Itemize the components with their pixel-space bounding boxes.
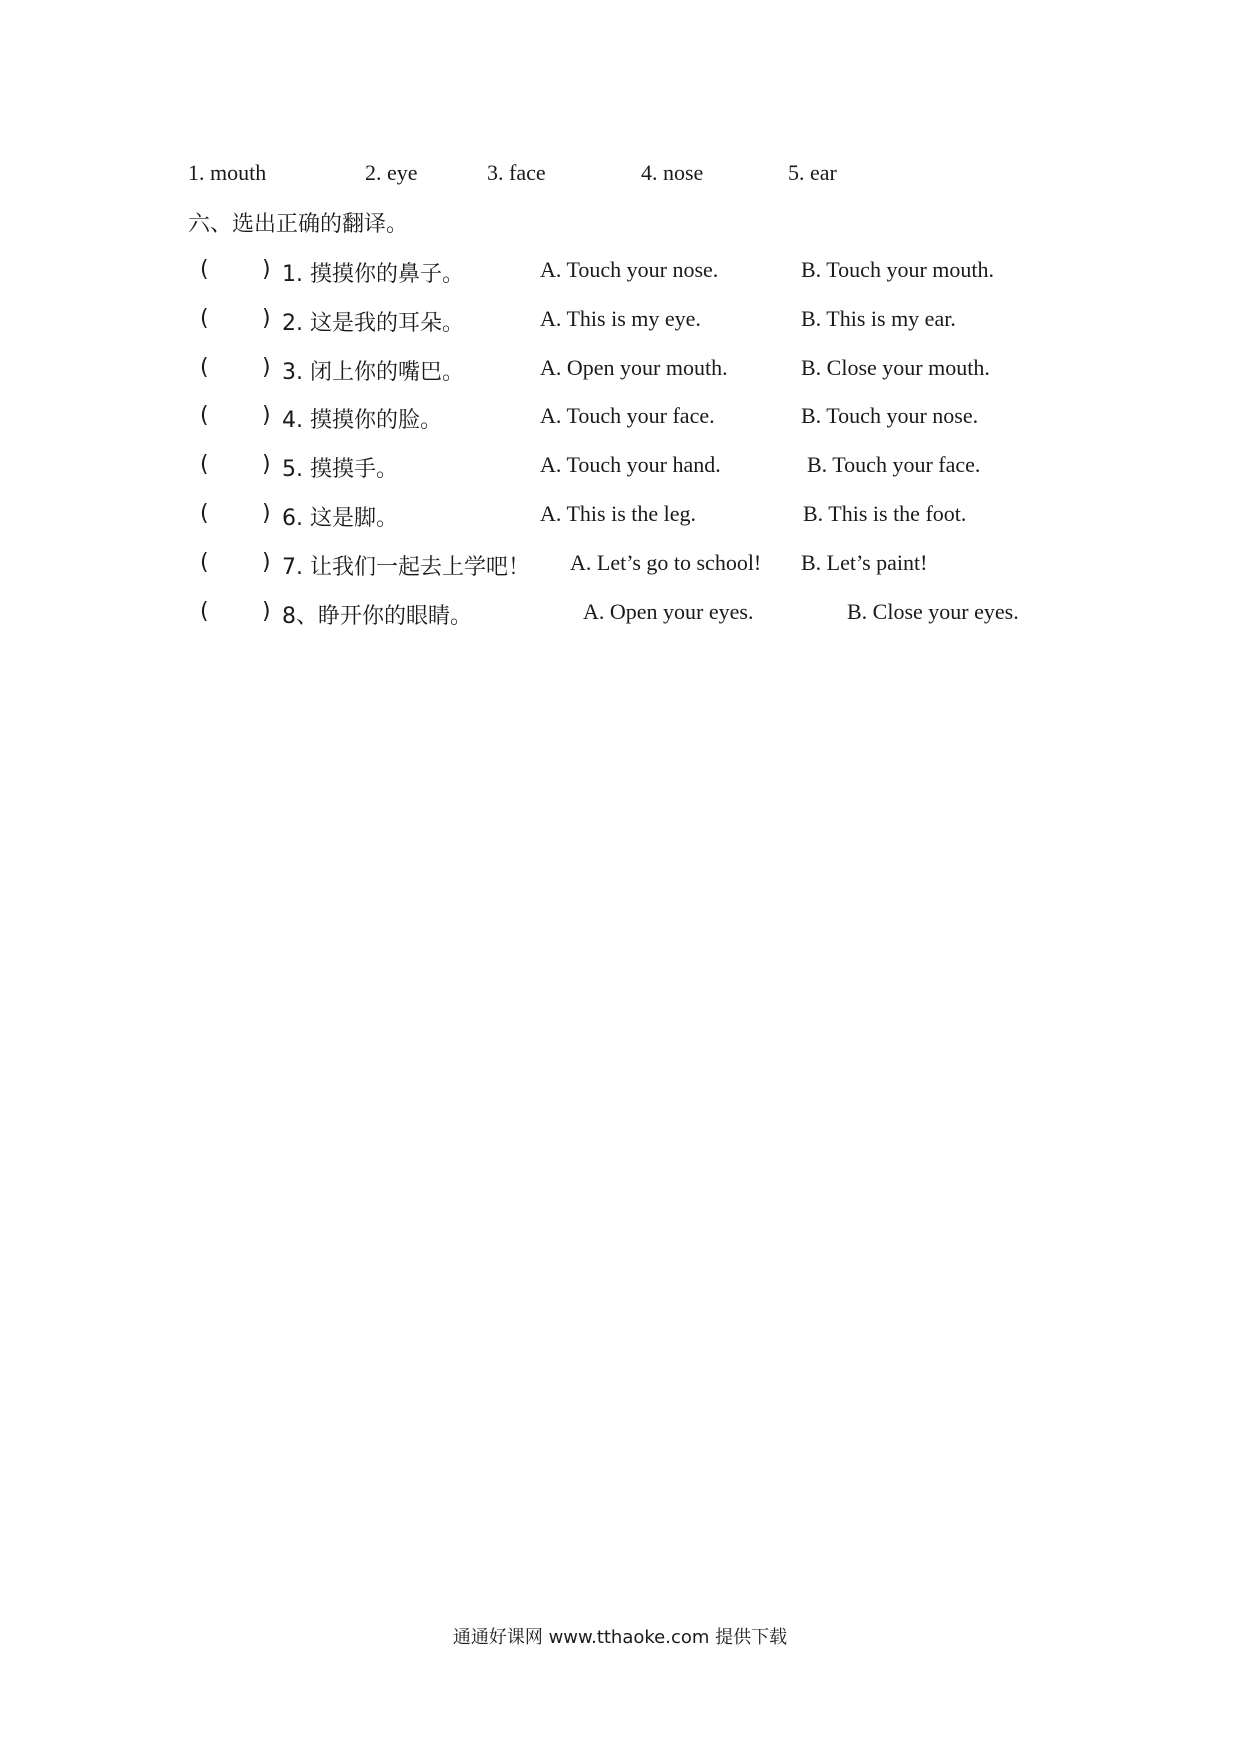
question-prompt: 4. 摸摸你的脸。 [282, 408, 442, 433]
option-a: A. Touch your face. [540, 403, 715, 428]
question-row [0, 501, 1240, 535]
section-title: 六、选出正确的翻译。 [188, 212, 409, 237]
option-b: B. Touch your mouth. [801, 257, 994, 282]
answer-blank-open: ( [200, 403, 209, 428]
vocab-item: 4. nose [641, 160, 704, 185]
answer-blank-open: ( [200, 599, 209, 624]
question-prompt: 1. 摸摸你的鼻子。 [282, 262, 464, 287]
answer-blank-close: ) [262, 257, 271, 282]
answer-blank-close: ) [262, 355, 271, 380]
answer-blank-close: ) [262, 306, 271, 331]
option-b: B. Close your mouth. [801, 355, 990, 380]
question-prompt: 8、睁开你的眼睛。 [282, 604, 472, 629]
answer-blank-close: ) [262, 452, 271, 477]
answer-blank-close: ) [262, 501, 271, 526]
answer-blank-close: ) [262, 599, 271, 624]
option-a: A. Touch your hand. [540, 452, 721, 477]
vocab-item: 1. mouth [188, 160, 267, 185]
question-row [0, 403, 1240, 437]
question-row [0, 599, 1240, 633]
vocab-item: 5. ear [788, 160, 837, 185]
question-prompt: 6. 这是脚。 [282, 506, 398, 531]
option-b: B. Let’s paint! [801, 550, 928, 575]
answer-blank-open: ( [200, 355, 209, 380]
question-row [0, 257, 1240, 291]
option-b: B. This is the foot. [803, 501, 967, 526]
option-b: B. This is my ear. [801, 306, 956, 331]
option-a: A. Touch your nose. [540, 257, 719, 282]
answer-blank-open: ( [200, 452, 209, 477]
answer-blank-close: ) [262, 403, 271, 428]
vocab-item: 2. eye [365, 160, 418, 185]
option-a: A. Let’s go to school! [570, 550, 762, 575]
answer-blank-open: ( [200, 550, 209, 575]
question-prompt: 7. 让我们一起去上学吧！ [282, 555, 530, 580]
option-a: A. This is my eye. [540, 306, 701, 331]
option-b: B. Touch your nose. [801, 403, 979, 428]
vocab-item: 3. face [487, 160, 546, 185]
question-prompt: 2. 这是我的耳朵。 [282, 311, 464, 336]
question-row [0, 452, 1240, 486]
option-b: B. Touch your face. [807, 452, 981, 477]
question-row [0, 306, 1240, 340]
vocab-list [0, 160, 1240, 194]
answer-blank-open: ( [200, 501, 209, 526]
option-a: A. This is the leg. [540, 501, 697, 526]
answer-blank-open: ( [200, 257, 209, 282]
question-row [0, 550, 1240, 584]
footer-credit: 通通好课网 www.tthaoke.com 提供下载 [452, 1627, 788, 1648]
answer-blank-open: ( [200, 306, 209, 331]
question-prompt: 3. 闭上你的嘴巴。 [282, 360, 464, 385]
option-b: B. Close your eyes. [847, 599, 1019, 624]
question-prompt: 5. 摸摸手。 [282, 457, 398, 482]
option-a: A. Open your eyes. [583, 599, 754, 624]
option-a: A. Open your mouth. [540, 355, 728, 380]
question-row [0, 355, 1240, 389]
answer-blank-close: ) [262, 550, 271, 575]
